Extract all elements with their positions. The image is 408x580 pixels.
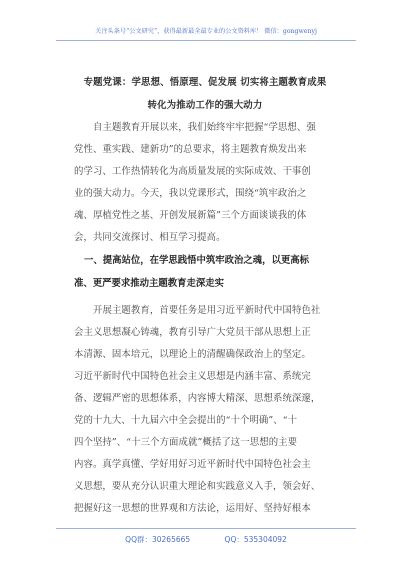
body-line: 四个坚持”、“十三个方面成就”概括了这一思想的主要 xyxy=(74,437,298,448)
body-line: 本清源、固本培元，以理论上的清醒确保政治上的坚定。 xyxy=(74,349,311,360)
body-line: 会主义思想凝心铸魂，教育引导广大党员干部从思想上正 xyxy=(74,327,311,338)
body-line: 义思想，要从充分认识重大理论和实践意义入手，领会好、 xyxy=(74,481,321,492)
heading-line: 一、提高站位，在学思践悟中筑牢政治之魂，以更高标 xyxy=(84,255,310,266)
title-line-2: 转化为推动工作的强大动力 xyxy=(147,100,263,111)
title-line-1: 专题党课：学思想、悟原理、促发展 切实将主题教育成果 xyxy=(83,77,327,88)
intro-line: 会，共同交流探讨、相互学习提高。 xyxy=(74,232,226,243)
section-1-body xyxy=(74,300,336,520)
footer-qq-group: QQ群：30265665 xyxy=(125,535,191,544)
body-line: 习近平新时代中国特色社会主义思想是内涵丰富、系统完 xyxy=(74,371,311,382)
footer-qq-number: QQ：535304092 xyxy=(224,535,287,544)
intro-line: 魂、厚植党性之基、开创发展新篇”三个方面谈谈我的体 xyxy=(74,210,307,221)
body-line: 内容。真学真懂、学好用好习近平新时代中国特色社会主 xyxy=(74,459,311,470)
heading-line: 准、更严要求推动主题教育走深走实 xyxy=(74,278,225,289)
intro-line: 业的强大动力。今天，我以党课形式，围绕“筑牢政治之 xyxy=(74,188,307,199)
intro-line: 党性、重实践、建新功”的总要求，将主题教育焕发出来 xyxy=(74,144,307,155)
intro-paragraph xyxy=(74,117,336,249)
body-line: 把握好这一思想的世界观和方法论，运用好、坚持好根本 xyxy=(74,503,311,514)
section-1-heading xyxy=(74,249,336,295)
header-notice: 关注头条号“公文研究”，获得最新最全最专业的公文资料库！ 微信：gongwenyj xyxy=(56,26,356,41)
document-title xyxy=(70,71,340,117)
intro-line: 的学习、工作热情转化为高质量发展的实际成效、干事创 xyxy=(74,166,311,177)
footer-contact xyxy=(56,528,356,545)
intro-line: 自主题教育开展以来，我们始终牢牢把握“学思想、强 xyxy=(93,122,316,133)
body-line: 备、逻辑严密的思想体系，内容博大精深、思想系统深邃， xyxy=(74,393,321,404)
body-line: 开展主题教育，首要任务是用习近平新时代中国特色社 xyxy=(93,305,321,316)
body-line: 党的十九大、十九届六中全会提出的“十个明确”、“十 xyxy=(74,415,298,426)
